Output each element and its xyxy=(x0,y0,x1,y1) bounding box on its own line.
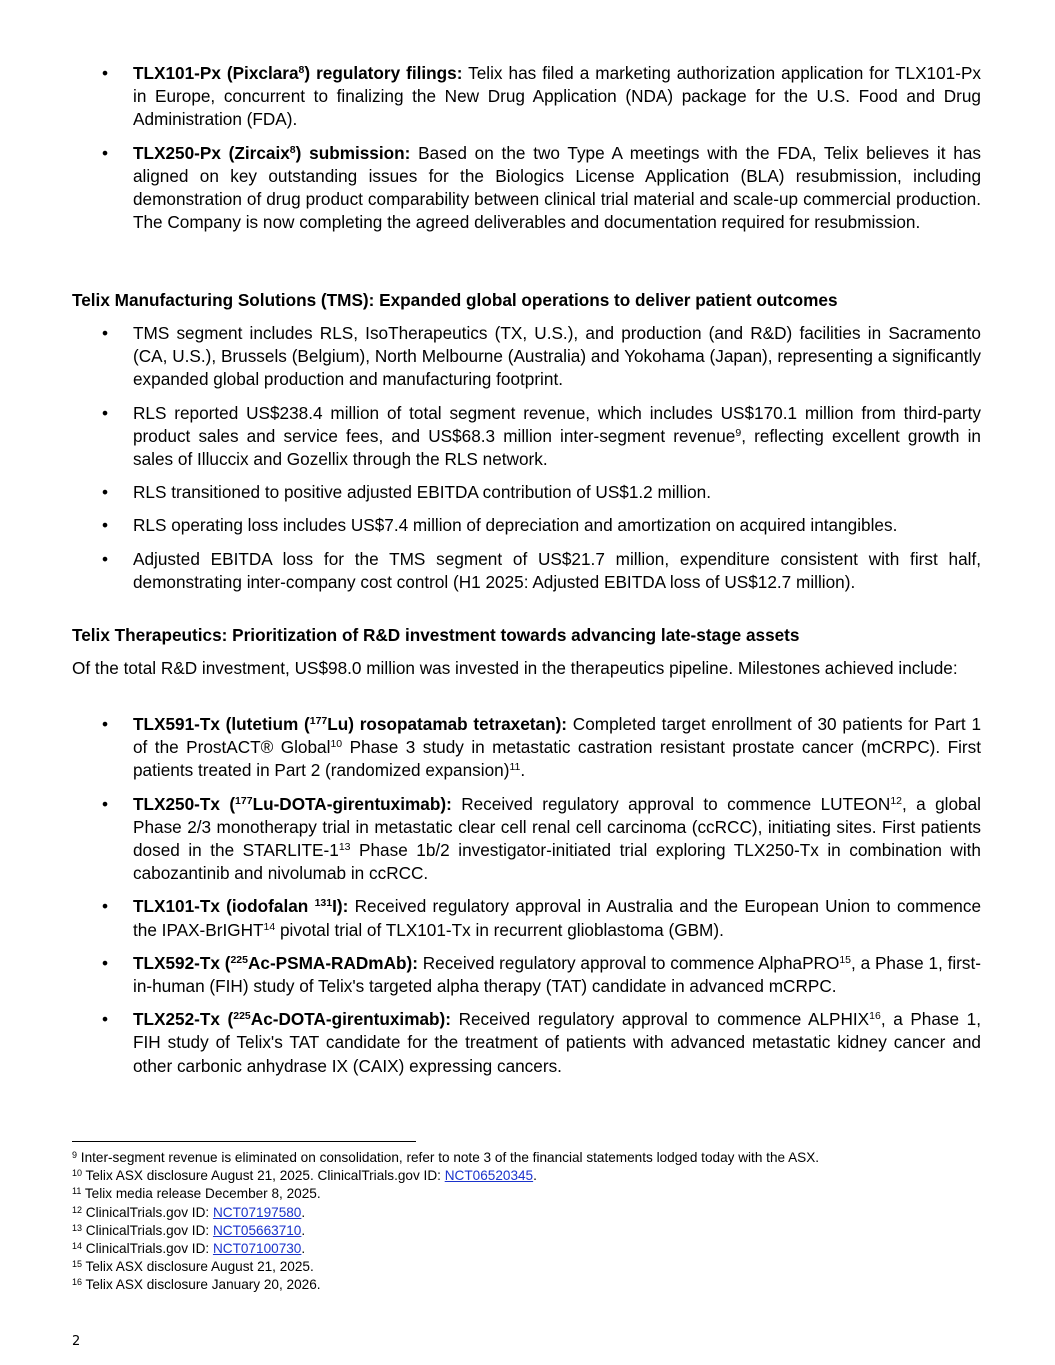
footnote: $^{10}$ Telix ASX disclosure August 21, 2025. ClinicalTrials.gov ID: NCT06520345. xyxy=(72,1168,537,1184)
item-text: Telix has filed a marketing authorization application for TLX101-Px in Europe, concurrent to finalizing the New Drug Application (NDA) package for the U.S. Food and Drug Administration (FDA). xyxy=(133,63,982,130)
tms-heading: Telix Manufacturing Solutions (TMS): Expanded global operations to deliver patient outcomes xyxy=(72,290,838,310)
list-item xyxy=(0,62,981,132)
footnotes xyxy=(72,1149,819,1295)
bullet-icon: • xyxy=(102,548,109,569)
item-text: Received regulatory approval to commence AlphaPRO$^{15}$, a Phase 1, first-in-human (FIH) study of Telix's targeted alpha therapy (TAT) candidate in advanced mCRPC. xyxy=(133,952,982,997)
bullet-icon: • xyxy=(102,402,109,423)
list-item xyxy=(0,952,981,998)
bullet-icon: • xyxy=(102,1009,109,1030)
tms-section xyxy=(0,322,981,604)
trial-link[interactable]: NCT05663710 xyxy=(212,1222,302,1238)
item-title: TLX250-Px (Zircaix$^8$) submission: xyxy=(133,142,411,163)
item-text: TMS segment includes RLS, IsoTherapeutics (TX, U.S.), and production (and R&D) facilities in Sacramento (CA, U.S.), Brussels (Belgium), North Melbourne (Australia) and Yokohama (Japan), representing a significantly expanded global production and manufacturing footprint. xyxy=(133,323,981,390)
footnote-divider xyxy=(72,1141,416,1142)
footnote: $^9$ Inter-segment revenue is eliminated on consolidation, refer to note 3 of the financial statements lodged today with the ASX. xyxy=(72,1150,820,1165)
trial-link[interactable]: NCT07197580 xyxy=(212,1204,302,1220)
bullet-icon: • xyxy=(102,952,109,973)
bullet-icon: • xyxy=(102,793,109,814)
therapeutics-list xyxy=(0,713,981,1078)
footnote: $^{16}$ Telix ASX disclosure January 20, 2026. xyxy=(72,1277,321,1293)
list-item xyxy=(0,402,981,472)
item-title: TLX101-Px (Pixclara$^8$) regulatory filings: xyxy=(133,63,463,83)
list-item xyxy=(0,548,981,594)
item-text: RLS transitioned to positive adjusted EBITDA contribution of US$1.2 million. xyxy=(133,482,711,503)
bullet-icon: • xyxy=(102,896,109,917)
footnote: $^{13}$ ClinicalTrials.gov ID: NCT05663710. xyxy=(72,1222,306,1238)
page-number: 2 xyxy=(72,1334,81,1349)
footnote: $^{15}$ Telix ASX disclosure August 21, 2025. xyxy=(72,1259,314,1275)
tms-list xyxy=(0,322,981,594)
footnote: $^{14}$ ClinicalTrials.gov ID: NCT07100730. xyxy=(72,1241,306,1257)
bullet-icon: • xyxy=(102,515,109,536)
item-text: Based on the two Type A meetings with the FDA, Telix believes it has aligned on key outstanding issues for the Biologics License Application (BLA) resubmission, including demonstration of drug product comparability between clinical trial material and scale-up commercial production. The Company is now completing the agreed deliverables and documentation required for resubmission. xyxy=(133,142,981,233)
item-title: TLX591-Tx (lutetium ($^{177}$Lu) rosopatamab tetraxetan): xyxy=(133,714,568,734)
item-text: Received regulatory approval to commence LUTEON$^{12}$, a global Phase 2/3 monotherapy trial in metastatic clear cell renal cell carcinoma (ccRCC), initiating sites. First patients dosed in the STARLITE-$1^{13}$ Phase 1b/2 investigator-initiated trial exploring TLX250-Tx in combination with cabozantinib and nivolumab in ccRCC. xyxy=(133,793,981,884)
item-text: RLS reported US$238.4 million of total segment revenue, which includes US$170.1 million from third-party product sales and service fees, and US$68.3 million inter-segment revenue$^9$, reflecting excellent growth in sales of Illuccix and Gozellix through the RLS network. xyxy=(133,402,981,470)
list-item xyxy=(0,322,981,392)
item-title: TLX101-Tx (iodofalan $^{131}$I): xyxy=(133,896,349,917)
trial-link[interactable]: NCT07100730 xyxy=(212,1241,302,1257)
item-text: RLS operating loss includes US$7.4 million of depreciation and amortization on acquired intangibles. xyxy=(133,515,898,536)
bullet-icon: • xyxy=(102,142,109,163)
item-title: TLX250-Tx ($^{177}$Lu-DOTA-girentuximab): xyxy=(133,793,452,814)
item-text: Completed target enrollment of 30 patients for Part 1 of the ProstACT® Global$^{10}$ Phase 3 study in metastatic castration resistant prostate cancer (mCRPC). First patients treated in Part 2 (randomized expansion)$^{11}$. xyxy=(133,714,982,781)
regulatory-section xyxy=(0,62,981,244)
footnote-ref: 9 xyxy=(735,426,742,439)
trial-link[interactable]: NCT06520345 xyxy=(444,1168,534,1184)
item-text: Received regulatory approval to commence ALPHIX$^{16}$, a Phase 1, FIH study of Telix's TAT candidate for the treatment of patients with advanced metastatic kidney cancer and other carbonic anhydrase IX (CAIX) expressing cancers. xyxy=(133,1009,982,1076)
bullet-icon: • xyxy=(102,714,109,734)
bullet-icon: • xyxy=(102,323,109,343)
list-item xyxy=(0,895,981,941)
bullet-icon: • xyxy=(102,482,109,503)
regulatory-list xyxy=(0,62,981,234)
list-item xyxy=(0,142,981,235)
footnote: $^{12}$ ClinicalTrials.gov ID: NCT07197580. xyxy=(72,1204,306,1220)
item-text: Received regulatory approval in Australia and the European Union to commence the IPAX-BrIGHT$^{14}$ pivotal trial of TLX101-Tx in recurrent glioblastoma (GBM). xyxy=(133,896,981,940)
therapeutics-heading: Telix Therapeutics: Prioritization of R&D investment towards advancing late-stage assets xyxy=(72,625,800,645)
bullet-icon: • xyxy=(102,63,109,83)
list-item xyxy=(0,1008,981,1078)
item-text: Adjusted EBITDA loss for the TMS segment of US$21.7 million, expenditure consistent with first half, demonstrating inter-company cost control (H1 2025: Adjusted EBITDA loss of US$12.7 million). xyxy=(133,548,981,592)
therapeutics-section xyxy=(0,713,981,1088)
list-item xyxy=(0,481,981,504)
list-item xyxy=(0,793,981,886)
list-item xyxy=(0,514,981,537)
list-item xyxy=(0,713,981,783)
therapeutics-intro: Of the total R&D investment, US$98.0 million was invested in the therapeutics pipeline. Milestones achieved include: xyxy=(72,658,958,678)
item-title: TLX252-Tx ($^{225}$Ac-DOTA-girentuximab): xyxy=(133,1009,451,1030)
footnote: $^{11}$ Telix media release December 8, 2025. xyxy=(72,1186,321,1202)
item-title: TLX592-Tx ($^{225}$Ac-PSMA-RADmAb): xyxy=(133,952,418,973)
